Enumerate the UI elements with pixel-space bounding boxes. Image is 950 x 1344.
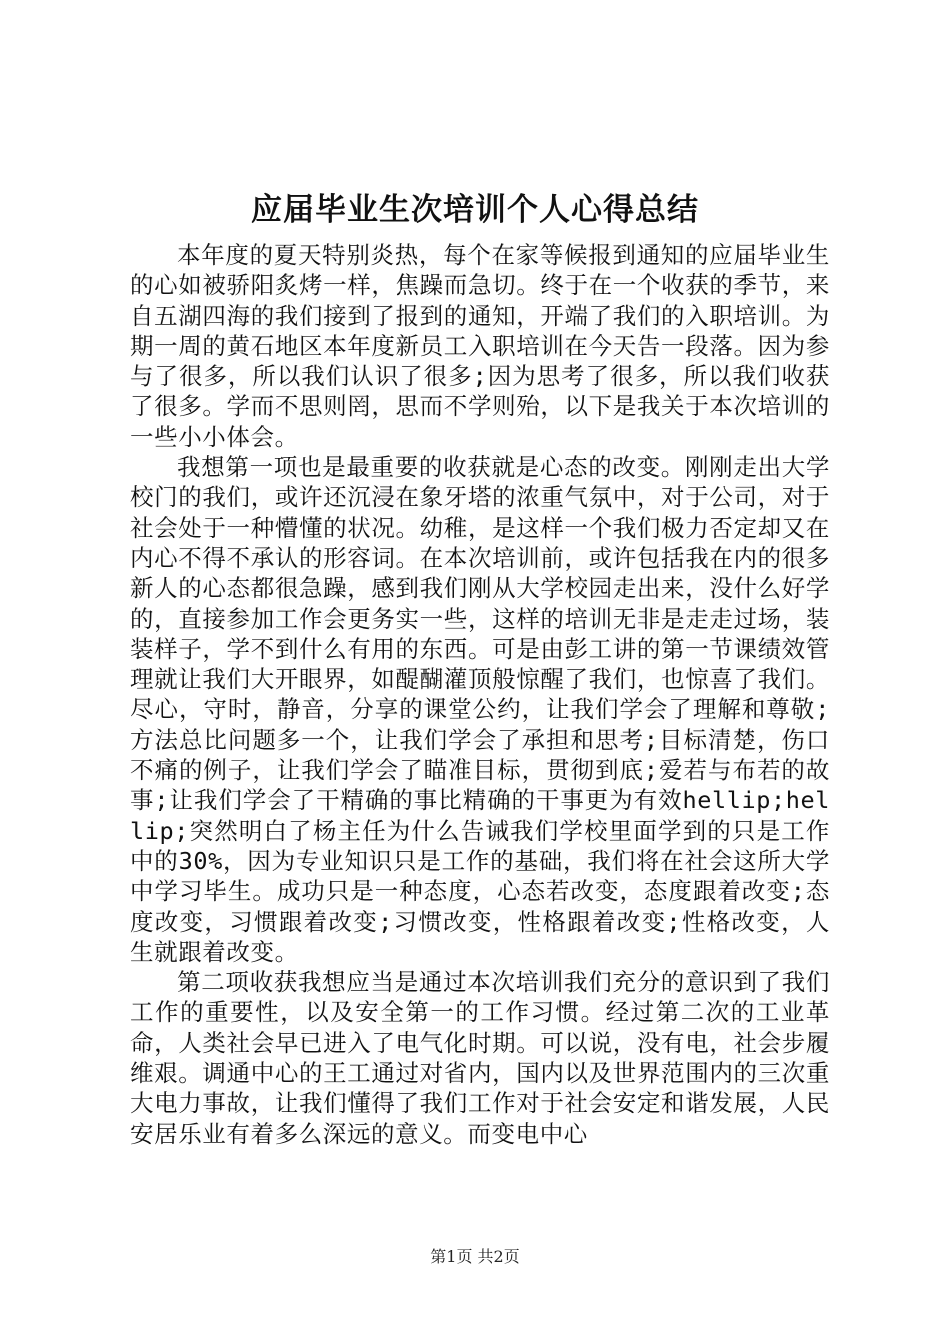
paragraph-2: 我想第一项也是最重要的收获就是心态的改变。刚刚走出大学校门的我们，或许还沉浸在象牙塔的浓重气氛中，对于公司，对于社会处于一种懵懂的状况。幼稚，是这样一个我们极力否定却又在内心不得不承认的形容词。在本次培训前，或许包括我在内的很多新人的心态都很急躁，感到我们刚从大学校园走出来，没什么好学的，直接参加工作会更务实一些，这样的培训无非是走走过场，装装样子，学不到什么有用的东西。可是由彭工讲的第一节课绩效管理就让我们大开眼界，如醍醐灌顶般惊醒了我们，也惊喜了我们。尽心，守时，静音，分享的课堂公约，让我们学会了理解和尊敬;方法总比问题多一个，让我们学会了承担和思考;目标清楚，伤口不痛的例子，让我们学会了瞄准目标，贯彻到底;爱若与布若的故事;让我们学会了干精确的事比精确的干事更为有效hellip;hellip;突然明白了杨主任为什么告诫我们学校里面学到的只是工作中的30%，因为专业知识只是工作的基础，我们将在社会这所大学中学习毕生。成功只是一种态度，心态若改变，态度跟着改变;态度改变，习惯跟着改变;习惯改变，性格跟着改变;性格改变，人生就跟着改变。 bbox=[130, 453, 830, 966]
document-body bbox=[130, 240, 830, 1149]
paragraph-1: 本年度的夏天特别炎热，每个在家等候报到通知的应届毕业生的心如被骄阳炙烤一样，焦躁而急切。终于在一个收获的季节，来自五湖四海的我们接到了报到的通知，开端了我们的入职培训。为期一周的黄石地区本年度新员工入职培训在今天告一段落。因为参与了很多，所以我们认识了很多;因为思考了很多，所以我们收获了很多。学而不思则罔，思而不学则殆，以下是我关于本次培训的一些小小体会。 bbox=[130, 241, 830, 451]
document-title: 应届毕业生次培训个人心得总结 bbox=[251, 192, 699, 228]
page-number-footer: 第1页 共2页 bbox=[430, 1247, 520, 1266]
paragraph-3: 第二项收获我想应当是通过本次培训我们充分的意识到了我们工作的重要性，以及安全第一的工作习惯。经过第二次的工业革命，人类社会早已进入了电气化时期。可以说，没有电，社会步履维艰。调通中心的王工通过对省内，国内以及世界范围内的三次重大电力事故，让我们懂得了我们工作对于社会安定和谐发展，人民安居乐业有着多么深远的意义。而变电中心 bbox=[130, 968, 830, 1148]
